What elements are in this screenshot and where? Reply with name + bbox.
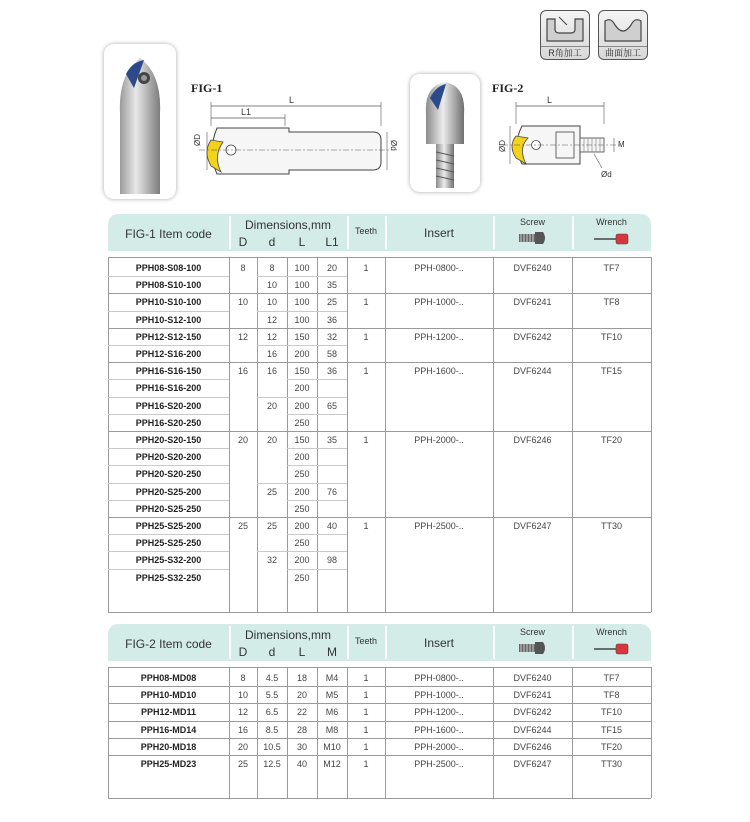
screw-code: DVF6246 (513, 435, 552, 445)
wrench-code: TF7 (603, 673, 620, 683)
dimensions-header: Dimensions,mm (244, 628, 331, 642)
screw-code: DVF6240 (513, 263, 552, 273)
fig2-dim-D: ØD (498, 140, 507, 152)
dim-d: 20 (266, 400, 277, 411)
teeth-count: 1 (363, 724, 369, 735)
dim-d: 12 (266, 314, 277, 325)
dim-L: 100 (294, 263, 310, 273)
dim-D: 16 (237, 366, 248, 377)
screw-icon (519, 641, 547, 655)
dim-D: 20 (237, 435, 248, 445)
dim-D: 12 (237, 331, 248, 342)
wrench-code: TT30 (600, 521, 622, 531)
item-code: PPH16-S16-200 (135, 383, 202, 394)
dim-d: 5.5 (265, 690, 279, 701)
dim-L: 100 (294, 280, 310, 291)
icon-caption: 曲面加工 (599, 46, 647, 59)
teeth-count: 1 (363, 690, 369, 701)
dim-L: 250 (294, 572, 310, 583)
dim-D: 10 (237, 297, 248, 308)
dim-col-header: d (268, 645, 276, 659)
dim-L: 150 (294, 366, 310, 377)
item-code: PPH16-S20-250 (135, 417, 202, 428)
dim-d: 25 (266, 521, 277, 531)
teeth-count: 1 (363, 435, 369, 445)
item-code: PPH20-S25-250 (135, 503, 202, 514)
insert-code: PPH-1600-.. (414, 366, 464, 377)
teeth-count: 1 (363, 707, 369, 718)
item-code: PPH25-S25-200 (135, 521, 202, 531)
teeth-count: 1 (363, 331, 369, 342)
dim-L: 22 (296, 707, 307, 718)
dim-D: 8 (240, 263, 246, 273)
insert-header: Insert (423, 636, 454, 650)
wrench-header: Wrench (596, 217, 627, 227)
item-code: PPH25-S32-250 (135, 572, 202, 583)
insert-code: PPH-2000-.. (414, 741, 464, 752)
icon-caption: R角加工 (541, 46, 589, 59)
dim-L: 200 (294, 486, 310, 497)
teeth-header: Teeth (354, 636, 378, 646)
dim-d: 10 (266, 280, 277, 291)
dim-col-header: L (298, 235, 306, 249)
dim-L: 200 (294, 383, 310, 394)
wrench-header: Wrench (596, 627, 627, 637)
wrench-code: TF15 (600, 366, 622, 377)
dim-d: 8.5 (265, 724, 279, 735)
fig2-dim-d: Ød (601, 170, 612, 179)
dim-col-header: d (268, 235, 276, 249)
dim-D: 10 (237, 690, 248, 701)
dim-L: 150 (294, 435, 310, 445)
dimensions-header: Dimensions,mm (244, 218, 331, 232)
dim-L: 100 (294, 314, 310, 325)
screw-header: Screw (519, 217, 545, 227)
dim-d: 12.5 (263, 759, 281, 769)
fig2-dim-M: M (618, 140, 625, 149)
teeth-count: 1 (363, 366, 369, 377)
item-code: PPH20-S25-200 (135, 486, 202, 497)
insert-code: PPH-1200-.. (414, 707, 464, 718)
teeth-header: Teeth (354, 226, 378, 236)
wrench-icon (594, 232, 630, 244)
wrench-icon (594, 642, 630, 654)
dim-D: 16 (237, 724, 248, 735)
dim-L: 20 (296, 690, 307, 701)
screw-code: DVF6242 (513, 707, 552, 718)
wrench-code: TF7 (603, 263, 620, 273)
curved-surface-icon (598, 10, 648, 60)
dim-L: 250 (294, 538, 310, 549)
item-code: PPH10-S12-100 (135, 314, 202, 325)
screw-code: DVF6242 (513, 331, 552, 342)
item-code: PPH12-S12-150 (135, 331, 202, 342)
r-corner-icon (540, 10, 590, 60)
item-code: PPH20-S20-200 (135, 452, 202, 463)
item-code: PPH08-S10-100 (135, 280, 202, 291)
dim-L1: 76 (326, 486, 337, 497)
dim-L: 200 (294, 521, 310, 531)
screw-code: DVF6240 (513, 673, 552, 683)
insert-header: Insert (423, 226, 454, 240)
dim-L1: 20 (326, 263, 337, 273)
screw-code: DVF6247 (513, 521, 552, 531)
dim-D: 20 (237, 741, 248, 752)
dim-d: 6.5 (265, 707, 279, 718)
fig1-dim-L1: L1 (241, 107, 252, 117)
wrench-code: TF8 (603, 297, 620, 308)
dim-d: 4.5 (265, 673, 279, 683)
item-code: PPH08-S08-100 (135, 263, 202, 273)
dim-d: 20 (266, 435, 277, 445)
insert-code: PPH-2000-.. (414, 435, 464, 445)
fig2-tool-photo (410, 74, 480, 192)
dim-L1: 58 (326, 349, 337, 359)
teeth-count: 1 (363, 263, 369, 273)
dim-L: 100 (294, 297, 310, 308)
teeth-count: 1 (363, 521, 369, 531)
insert-code: PPH-2500-.. (414, 521, 464, 531)
dim-L: 250 (294, 469, 310, 480)
dim-col-header: D (238, 235, 248, 249)
wrench-code: TF15 (600, 724, 622, 735)
insert-code: PPH-1600-.. (414, 724, 464, 735)
dim-M: M8 (325, 724, 339, 735)
screw-code: DVF6244 (513, 366, 552, 377)
dim-L: 30 (296, 741, 307, 752)
teeth-count: 1 (363, 759, 369, 769)
insert-code: PPH-0800-.. (414, 673, 464, 683)
item-code: PPH16-S20-200 (135, 400, 202, 411)
dim-col-header: L1 (325, 235, 339, 249)
insert-code: PPH-1000-.. (414, 297, 464, 308)
dim-L1: 35 (326, 435, 337, 445)
screw-code: DVF6247 (513, 759, 552, 769)
item-code: PPH20-S20-150 (135, 435, 202, 445)
dim-D: 8 (240, 673, 246, 683)
screw-code: DVF6246 (513, 741, 552, 752)
screw-header: Screw (519, 627, 545, 637)
dim-L: 200 (294, 555, 310, 566)
dim-L1: 65 (326, 400, 337, 411)
dim-col-header: L (298, 645, 306, 659)
insert-code: PPH-1200-.. (414, 331, 464, 342)
fig1-dim-d: Ød (389, 140, 398, 151)
item-code: PPH25-S32-200 (135, 555, 202, 566)
item-code: PPH12-MD11 (140, 707, 197, 718)
item-code: PPH25-MD23 (140, 759, 197, 769)
dim-M: M12 (323, 759, 341, 769)
dim-L1: 32 (326, 331, 337, 342)
dim-L: 200 (294, 349, 310, 359)
teeth-count: 1 (363, 297, 369, 308)
insert-code: PPH-1000-.. (414, 690, 464, 701)
item-code-header: FIG-1 Item code (125, 227, 212, 241)
dim-L1: 40 (326, 521, 337, 531)
dim-col-header: D (238, 645, 248, 659)
dim-L: 18 (296, 673, 307, 683)
fig2-dim-L: L (547, 95, 553, 105)
dim-D: 25 (237, 759, 248, 769)
item-code: PPH08-MD08 (140, 673, 197, 683)
dim-M: M10 (323, 741, 341, 752)
fig1-drawing (195, 92, 410, 188)
item-code: PPH16-S16-150 (135, 366, 202, 377)
screw-code: DVF6241 (513, 690, 552, 701)
item-code: PPH25-S25-250 (135, 538, 202, 549)
screw-code: DVF6244 (513, 724, 552, 735)
item-code-header: FIG-2 Item code (125, 637, 212, 651)
dim-M: M6 (325, 707, 339, 718)
insert-code: PPH-0800-.. (414, 263, 464, 273)
dim-L: 250 (294, 417, 310, 428)
fig1-label: FIG-1 (191, 81, 223, 95)
dim-col-header: M (327, 645, 337, 659)
dim-L: 200 (294, 400, 310, 411)
dim-L1: 36 (326, 314, 337, 325)
teeth-count: 1 (363, 673, 369, 683)
item-code: PPH10-S10-100 (135, 297, 202, 308)
dim-L1: 36 (326, 366, 337, 377)
item-code: PPH20-S20-250 (135, 469, 202, 480)
fig1-dim-D: ØD (193, 134, 202, 146)
item-code: PPH20-MD18 (140, 741, 197, 752)
insert-code: PPH-2500-.. (414, 759, 464, 769)
fig2-label: FIG-2 (492, 81, 524, 95)
screw-code: DVF6241 (513, 297, 552, 308)
dim-d: 25 (266, 486, 277, 497)
wrench-code: TT30 (600, 759, 622, 769)
dim-M: M5 (325, 690, 339, 701)
dim-L1: 25 (326, 297, 337, 308)
fig1-dim-L: L (289, 95, 295, 105)
dim-d: 10.5 (263, 741, 281, 752)
dim-d: 32 (266, 555, 277, 566)
teeth-count: 1 (363, 741, 369, 752)
dim-d: 8 (269, 263, 275, 273)
screw-icon (519, 231, 547, 245)
wrench-code: TF10 (600, 331, 622, 342)
dim-L: 250 (294, 503, 310, 514)
wrench-code: TF20 (600, 741, 622, 752)
dim-L1: 35 (326, 280, 337, 291)
fig1-tool-photo (104, 44, 176, 199)
dim-d: 10 (266, 297, 277, 308)
dim-M: M4 (325, 673, 339, 683)
dim-d: 16 (266, 349, 277, 359)
dim-D: 12 (237, 707, 248, 718)
dim-L: 200 (294, 452, 310, 463)
dim-d: 16 (266, 366, 277, 377)
dim-L: 40 (296, 759, 307, 769)
dim-D: 25 (237, 521, 248, 531)
wrench-code: TF20 (600, 435, 622, 445)
dim-d: 12 (266, 331, 277, 342)
dim-L: 150 (294, 331, 310, 342)
item-code: PPH10-MD10 (140, 690, 197, 701)
wrench-code: TF8 (603, 690, 620, 701)
wrench-code: TF10 (600, 707, 622, 718)
item-code: PPH12-S16-200 (135, 349, 202, 359)
dim-L: 28 (296, 724, 307, 735)
item-code: PPH16-MD14 (140, 724, 197, 735)
dim-L1: 98 (326, 555, 337, 566)
